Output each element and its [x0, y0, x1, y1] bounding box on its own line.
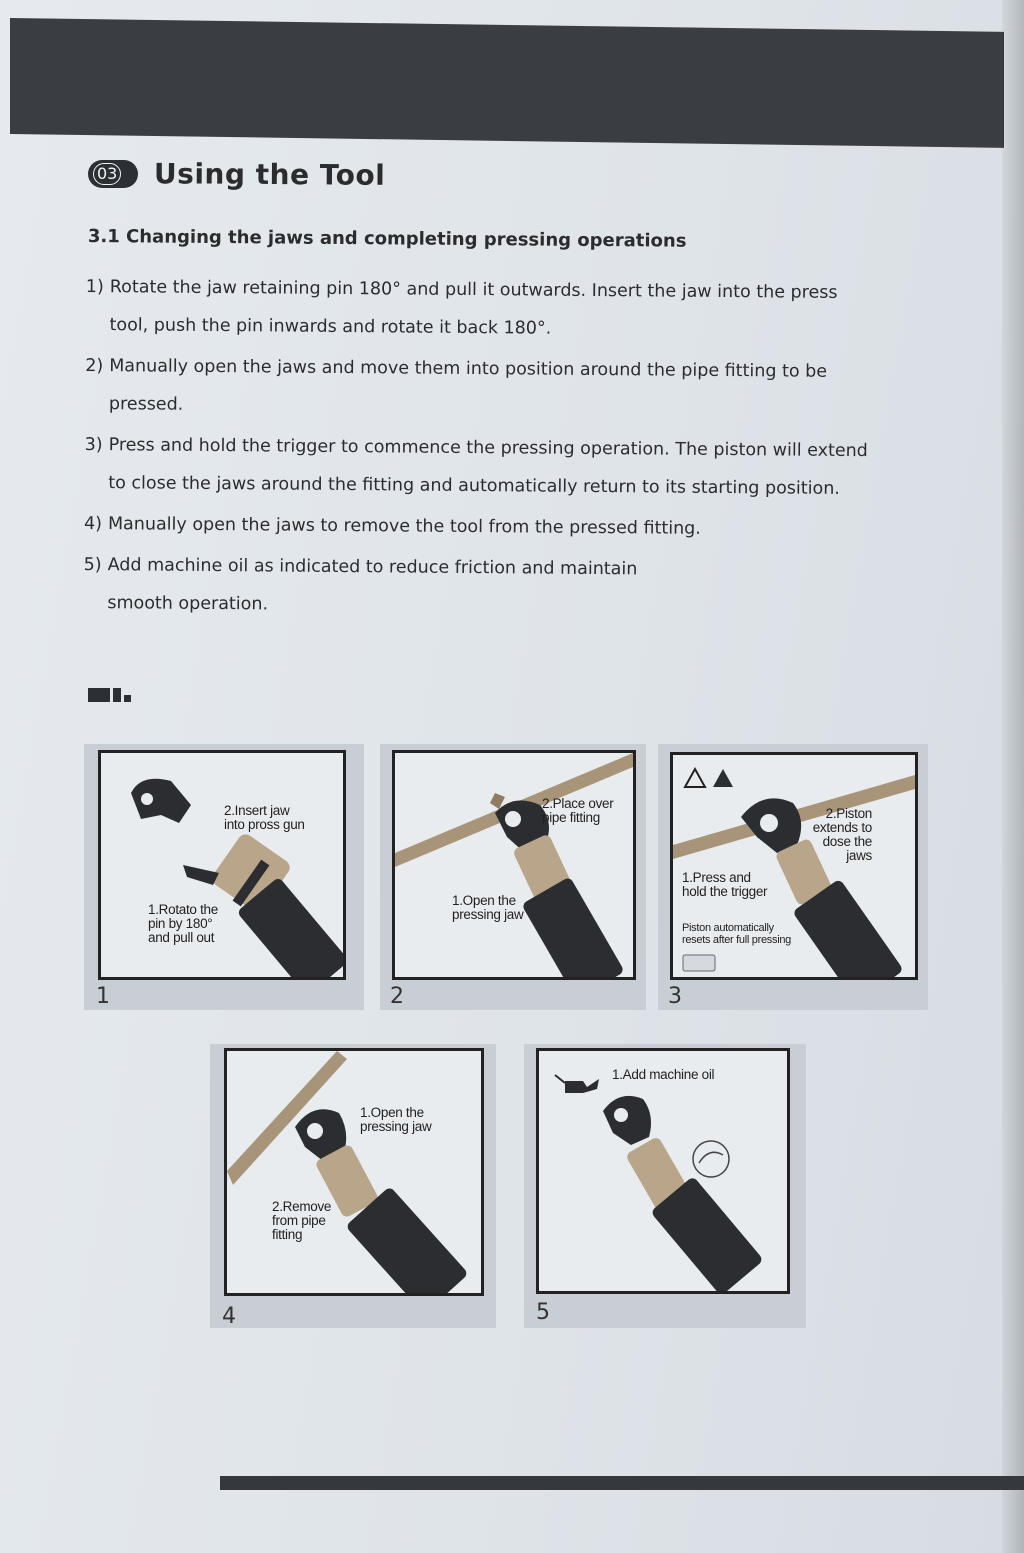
- press-tool-body: [209, 831, 343, 977]
- illustration-panel-2: [380, 744, 646, 1010]
- illustration-panel-1: [84, 744, 364, 1010]
- panel-4-label-remove: 2.Remove from pipe fitting: [272, 1199, 332, 1242]
- panel-5-label-oil: 1.Add machine oil: [612, 1067, 715, 1082]
- step-list: [83, 268, 916, 632]
- panel-number: 2: [390, 984, 404, 1009]
- panel-2-label-open: 1.Open the pressing jaw: [452, 893, 524, 922]
- oil-can-icon: [555, 1075, 599, 1093]
- press-jaw-icon: [603, 1096, 651, 1145]
- panel-number: 1: [96, 984, 110, 1009]
- header-band: [10, 18, 1004, 148]
- illustration-panel-4: [210, 1044, 496, 1328]
- illustration-panel-3: [658, 744, 928, 1010]
- step-item: 4) Manually open the jaws to remove the tool from the pressed fitting.: [83, 513, 701, 539]
- page-edge-shadow: [1002, 0, 1024, 1553]
- panel-1-label-insert: 2.Insert jaw into pross gun: [224, 803, 305, 832]
- jaw-insert-illustration: [101, 753, 343, 977]
- section-number-badge: 03: [88, 160, 138, 188]
- section-indicator-icon: [88, 683, 134, 702]
- panel-number: 3: [668, 984, 682, 1009]
- add-oil-illustration: [539, 1051, 787, 1291]
- panel-number: 5: [536, 1300, 550, 1325]
- panel-number: 4: [222, 1304, 236, 1329]
- remove-from-fitting-illustration: [227, 1051, 481, 1293]
- place-over-fitting-illustration: [395, 753, 633, 977]
- panel-2-label-place: 2.Place over pipe fitting: [542, 796, 614, 825]
- panel-4-label-open: 1.Open the pressing jaw: [360, 1105, 432, 1134]
- step-item: 3) Press and hold the trigger to commence the pressing operation. The piston will extend to close the jaws around the fitting and automatically return to its starting position.: [84, 434, 868, 499]
- subsection-title: 3.1 Changing the jaws and completing pressing operations: [87, 226, 687, 252]
- warning-icon: [685, 769, 733, 787]
- hand-icon: [693, 1141, 729, 1177]
- panel-1-label-rotate: 1.Rotato the pin by 180° and pull out: [148, 902, 218, 945]
- panel-3-label-press: 1.Press and hold the trigger: [682, 870, 768, 899]
- step-item: 1) Rotate the jaw retaining pin 180° and pull it outwards. Insert the jaw into the press tool, push the pin inwards and rotate it back 180°.: [85, 276, 838, 339]
- section-title: Using the Tool: [153, 157, 386, 192]
- panel-3-label-piston: 2.Piston extends to dose the jaws: [812, 806, 872, 863]
- illustration-panel-5: [524, 1044, 806, 1328]
- step-item: 5) Add machine oil as indicated to reduce friction and maintain smooth operation.: [83, 554, 638, 615]
- step-item: 2) Manually open the jaws and move them into position around the pipe fitting to be pressed.: [85, 355, 828, 415]
- panel-3-label-reset: Piston automatically resets after full pressing: [682, 922, 791, 946]
- footer-band: [220, 1476, 1024, 1490]
- press-jaw-icon: [131, 779, 191, 823]
